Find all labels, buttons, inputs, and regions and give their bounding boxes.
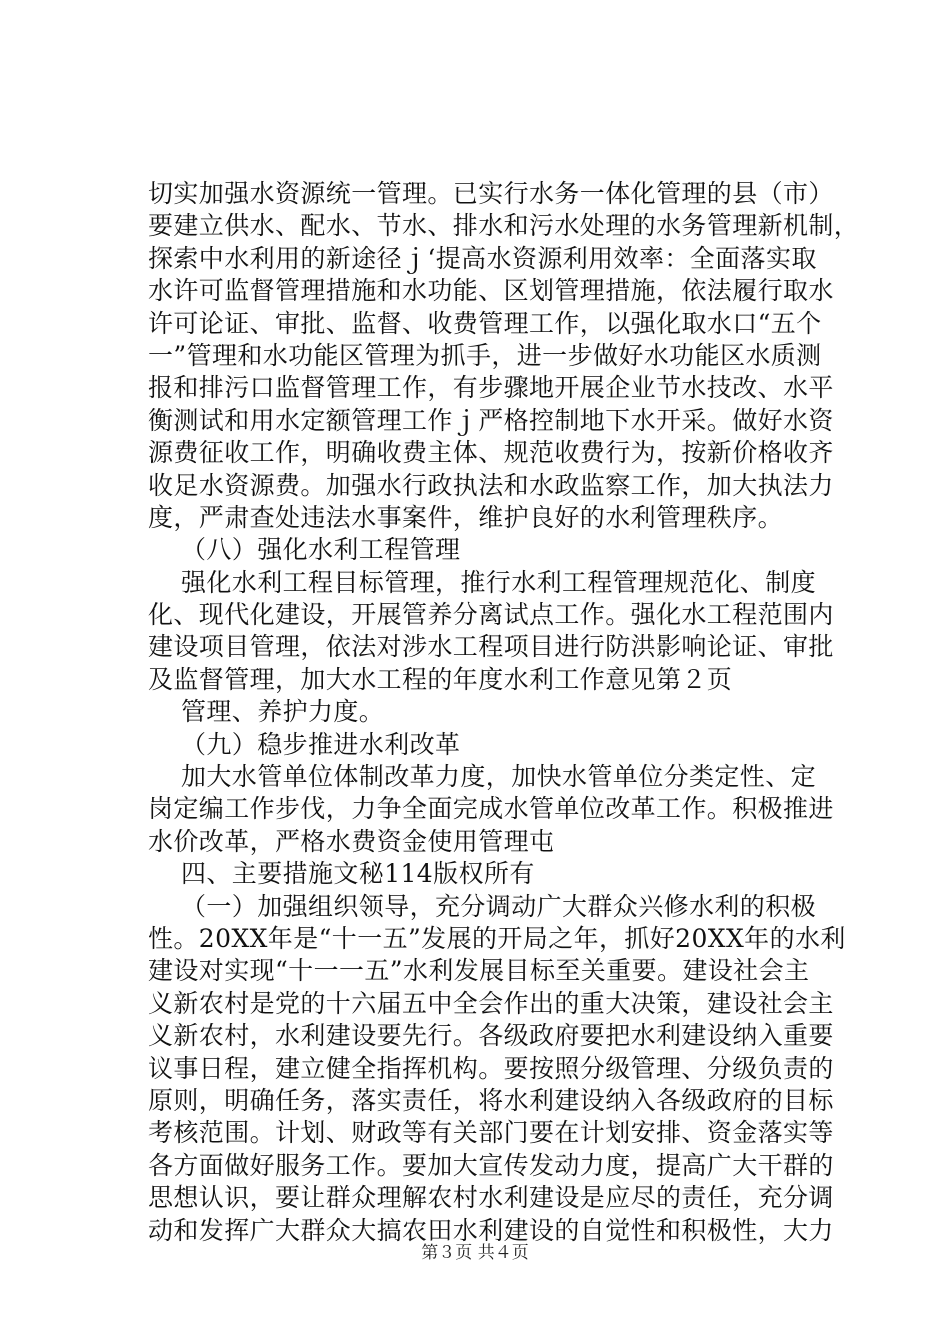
page-footer: 第３页 共４页 xyxy=(421,1243,529,1263)
text-line: 考核范围。计划、财政等有关部门要在计划安排、资金落实等 xyxy=(148,1118,834,1148)
text-line: 源费征收工作，明确收费主体、规范收费行为，按新价格收齐 xyxy=(148,438,834,468)
text-line: 强化水利工程目标管理，推行水利工程管理规范化、制度 xyxy=(181,567,817,597)
text-line: 原则，明确任务，落实责任，将水利建设纳入各级政府的目标 xyxy=(148,1085,834,1115)
text-line: 许可论证、审批、监督、收费管理工作，以强化取水口“五个 xyxy=(148,308,822,338)
text-line: 收足水资源费。加强水行政执法和水政监察工作，加大执法力 xyxy=(148,470,834,500)
text-line: 管理、养护力度。 xyxy=(181,697,385,727)
text-line: 水价改革，严格水费资金使用管理屯 xyxy=(148,826,555,856)
text-line: 探索中水利用的新途径ｊ‘提高水资源利用效率：全面落实取 xyxy=(148,243,817,273)
text-line: 报和排污口监督管理工作，有步骤地开展企业节水技改、水平 xyxy=(148,373,834,403)
text-line: 及监督管理，加大水工程的年度水利工作意见第２页 xyxy=(148,664,733,694)
text-line: 岗定编工作步伐，力争全面完成水管单位改革工作。积极推进 xyxy=(148,794,834,824)
text-line: （八）强化水利工程管理 xyxy=(181,535,461,565)
text-line: 度，严肃查处违法水事案件，维护良好的水利管理秩序。 xyxy=(148,502,784,532)
text-line: 水许可监督管理措施和水功能、区划管理措施，依法履行取水 xyxy=(148,276,834,306)
text-line: 各方面做好服务工作。要加大宣传发动力度，提高广大干群的 xyxy=(148,1150,834,1180)
text-line: 四、主要措施文秘114版权所有 xyxy=(181,859,535,889)
document-body xyxy=(148,178,860,1247)
text-line: 要建立供水、配水、节水、排水和污水处理的水务管理新机制， xyxy=(148,211,860,241)
text-line: 切实加强水资源统一管理。已实行水务一体化管理的县（市） xyxy=(148,179,834,208)
text-line: 性。20XX年是“十一五”发展的开局之年，抓好20XX年的水利 xyxy=(148,923,846,953)
text-line: 建设对实现“十一一五”水利发展目标至关重要。建设社会主 xyxy=(148,956,810,986)
text-line: 义新农村，水利建设要先行。各级政府要把水利建设纳入重要 xyxy=(148,1021,834,1051)
text-line: 化、现代化建设，开展管养分离试点工作。强化水工程范围内 xyxy=(148,600,834,630)
text-line: 建设项目管理，依法对涉水工程项目进行防洪影响论证、审批 xyxy=(148,632,834,662)
text-line: 议事日程，建立健全指挥机构。要按照分级管理、分级负责的 xyxy=(148,1053,834,1083)
text-line: 动和发挥广大群众大搞农田水利建设的自觉性和积极性，大力 xyxy=(148,1215,834,1245)
text-line: 衡测试和用水定额管理工作ｊ严格控制地下水开采。做好水资 xyxy=(148,405,834,435)
text-line: （一）加强组织领导，充分调动广大群众兴修水利的积极 xyxy=(181,891,817,921)
text-line: 一”管理和水功能区管理为抓手，进一步做好水功能区水质测 xyxy=(148,340,822,370)
text-line: 思想认识，要让群众理解农村水利建设是应尽的责任，充分调 xyxy=(148,1183,834,1213)
text-line: 加大水管单位体制改革力度，加快水管单位分类定性、定 xyxy=(181,762,817,792)
text-line: 义新农村是党的十六届五中全会作出的重大决策，建设社会主 xyxy=(148,988,834,1018)
text-line: （九）稳步推进水利改革 xyxy=(181,729,461,759)
